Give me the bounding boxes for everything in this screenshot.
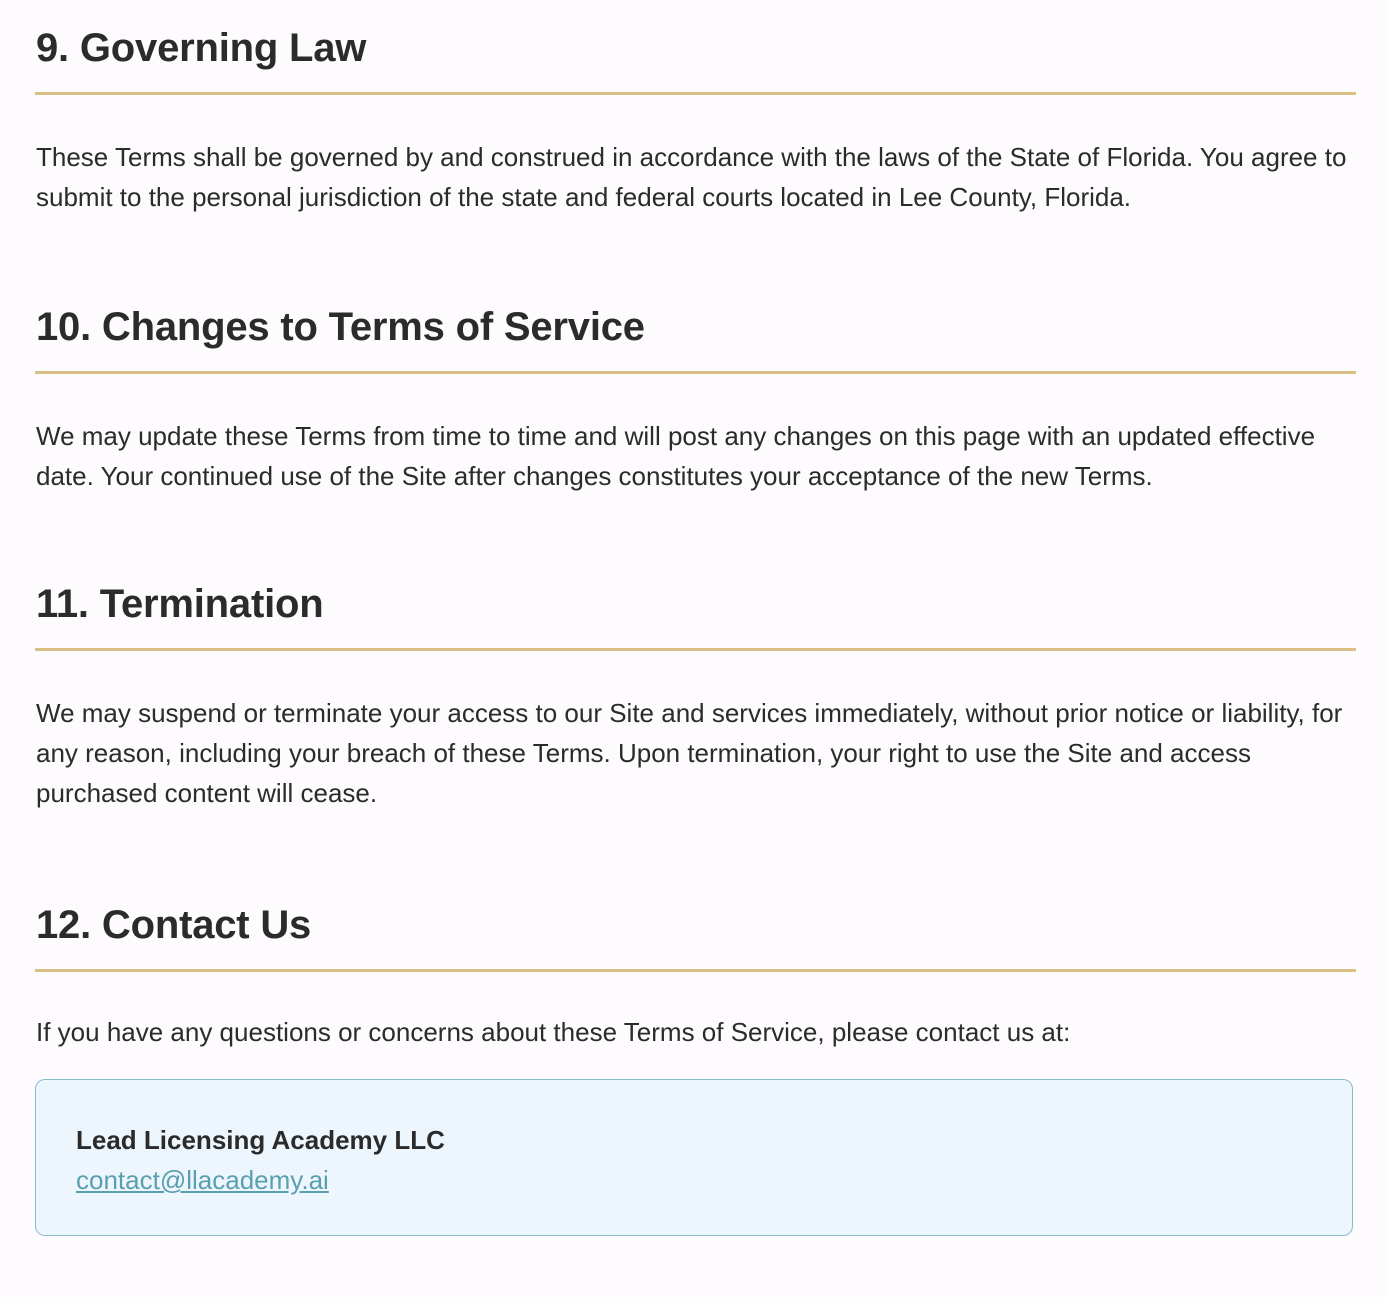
section-divider — [35, 969, 1356, 972]
section-termination — [36, 580, 1356, 813]
section-heading: 9. Governing Law — [36, 26, 367, 70]
terms-content — [36, 0, 1356, 1236]
section-changes-to-terms — [36, 303, 1356, 496]
section-heading: 11. Termination — [36, 582, 324, 626]
section-heading: 10. Changes to Terms of Service — [36, 305, 645, 349]
section-divider — [35, 371, 1356, 374]
section-governing-law — [36, 0, 1356, 217]
section-divider — [35, 648, 1356, 651]
contact-card — [35, 1079, 1353, 1236]
contact-email-link[interactable]: contact@llacademy.ai — [76, 1165, 329, 1195]
section-contact-us — [36, 901, 1356, 1236]
section-body: We may suspend or terminate your access to our Site and services immediately, without prior notice or liability, for any reason, including your breach of these Terms. Upon termination, your right to use the Site and access purchased content will cease. — [36, 698, 1343, 808]
section-heading: 12. Contact Us — [36, 903, 312, 947]
section-body: We may update these Terms from time to time and will post any changes on this page with an updated effective date. Your continued use of the Site after changes constitutes your acceptance of the new Terms. — [36, 421, 1316, 491]
section-body: If you have any questions or concerns about these Terms of Service, please contact us at: — [36, 1017, 1071, 1047]
section-body: These Terms shall be governed by and construed in accordance with the laws of the State of Florida. You agree to submit to the personal jurisdiction of the state and federal courts located in Lee County, Florida. — [36, 142, 1347, 212]
section-divider — [35, 92, 1356, 95]
company-name: Lead Licensing Academy LLC — [76, 1125, 445, 1155]
